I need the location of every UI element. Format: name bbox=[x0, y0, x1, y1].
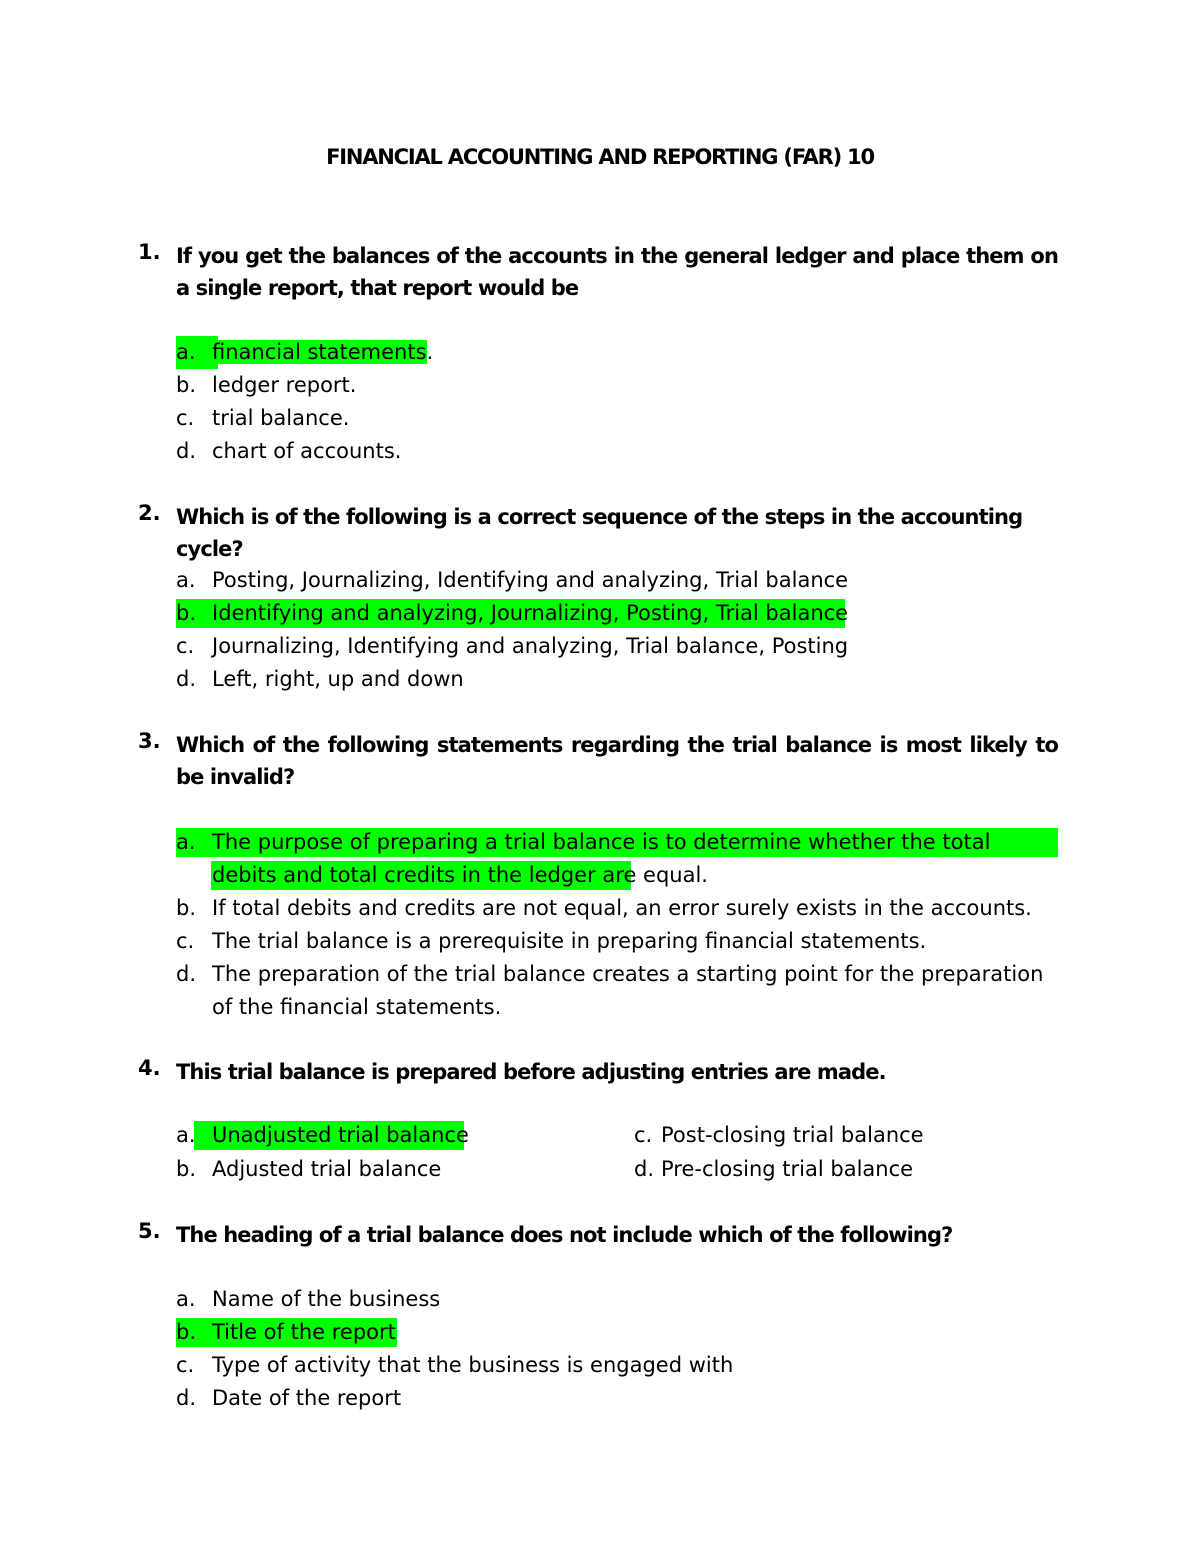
question-text: Which of the following statements regarding the trial balance is most likely to be invalid? bbox=[176, 733, 1058, 789]
option-letter: b. bbox=[176, 1157, 197, 1181]
option-text: The purpose of preparing a trial balance is to determine whether the total debits and total credits in the ledger are equal. bbox=[212, 830, 991, 887]
question-text: If you get the balances of the accounts in the general ledger and place them on a single report, that report would be bbox=[176, 244, 1058, 300]
option-a bbox=[176, 826, 1058, 892]
option-letter: c. bbox=[176, 634, 195, 658]
option-letter: d. bbox=[176, 439, 197, 463]
option-text: financial statements bbox=[212, 340, 427, 364]
option-text: If total debits and credits are not equal, an error surely exists in the accounts. bbox=[212, 896, 1032, 920]
option-letter: d. bbox=[176, 667, 197, 691]
option-letter: b. bbox=[176, 373, 197, 397]
option-text: Post-closing trial balance bbox=[661, 1123, 924, 1147]
question-number: 3. bbox=[138, 729, 161, 753]
option-letter: d. bbox=[176, 962, 197, 986]
option-text: Adjusted trial balance bbox=[212, 1157, 442, 1181]
option-letter: a. bbox=[176, 830, 196, 854]
question-number: 5. bbox=[138, 1219, 161, 1243]
option-text: Pre-closing trial balance bbox=[661, 1157, 914, 1181]
option-text: Type of activity that the business is engaged with bbox=[212, 1353, 734, 1377]
option-text: Title of the report bbox=[212, 1320, 396, 1344]
option-text: The trial balance is a prerequisite in preparing financial statements. bbox=[212, 929, 927, 953]
option-text: chart of accounts. bbox=[212, 439, 402, 463]
question-text: Which is of the following is a correct sequence of the steps in the accounting cycle? bbox=[176, 505, 1023, 561]
question-number: 2. bbox=[138, 501, 161, 525]
option-letter: c. bbox=[176, 406, 195, 430]
question-number: 4. bbox=[138, 1056, 161, 1080]
question-text: This trial balance is prepared before adjusting entries are made. bbox=[176, 1060, 886, 1084]
option-letter: c. bbox=[176, 1353, 195, 1377]
option-text: Name of the business bbox=[212, 1287, 441, 1311]
option-letter: a. bbox=[176, 568, 196, 592]
option-letter: c. bbox=[176, 929, 195, 953]
question-text: The heading of a trial balance does not include which of the following? bbox=[176, 1223, 953, 1247]
option-letter: b. bbox=[176, 1320, 197, 1344]
option-d bbox=[176, 958, 1058, 1024]
option-text: trial balance. bbox=[212, 406, 350, 430]
question-number: 1. bbox=[138, 240, 161, 264]
option-letter: d. bbox=[634, 1157, 655, 1181]
option-text: Identifying and analyzing, Journalizing, Posting, Trial balance bbox=[212, 601, 849, 625]
page-title: FINANCIAL ACCOUNTING AND REPORTING (FAR) 10 bbox=[326, 145, 874, 169]
option-text: The preparation of the trial balance creates a starting point for the preparation of the financial statements. bbox=[212, 962, 1044, 1019]
option-letter: a. bbox=[176, 336, 218, 369]
option-letter: c. bbox=[634, 1123, 653, 1147]
option-letter: d. bbox=[176, 1386, 197, 1410]
option-letter: a. bbox=[176, 1123, 196, 1147]
option-text: Unadjusted trial balance bbox=[212, 1123, 469, 1147]
option-text: ledger report. bbox=[212, 373, 357, 397]
option-text: Left, right, up and down bbox=[212, 667, 464, 691]
option-letter: b. bbox=[176, 601, 197, 625]
option-text: Posting, Journalizing, Identifying and analyzing, Trial balance bbox=[212, 568, 849, 592]
option-suffix: . bbox=[426, 340, 434, 364]
option-letter: a. bbox=[176, 1287, 196, 1311]
option-text-wrapper bbox=[212, 336, 433, 369]
option-text: Journalizing, Identifying and analyzing, Trial balance, Posting bbox=[212, 634, 849, 658]
option-letter: b. bbox=[176, 896, 197, 920]
option-text: Date of the report bbox=[212, 1386, 402, 1410]
